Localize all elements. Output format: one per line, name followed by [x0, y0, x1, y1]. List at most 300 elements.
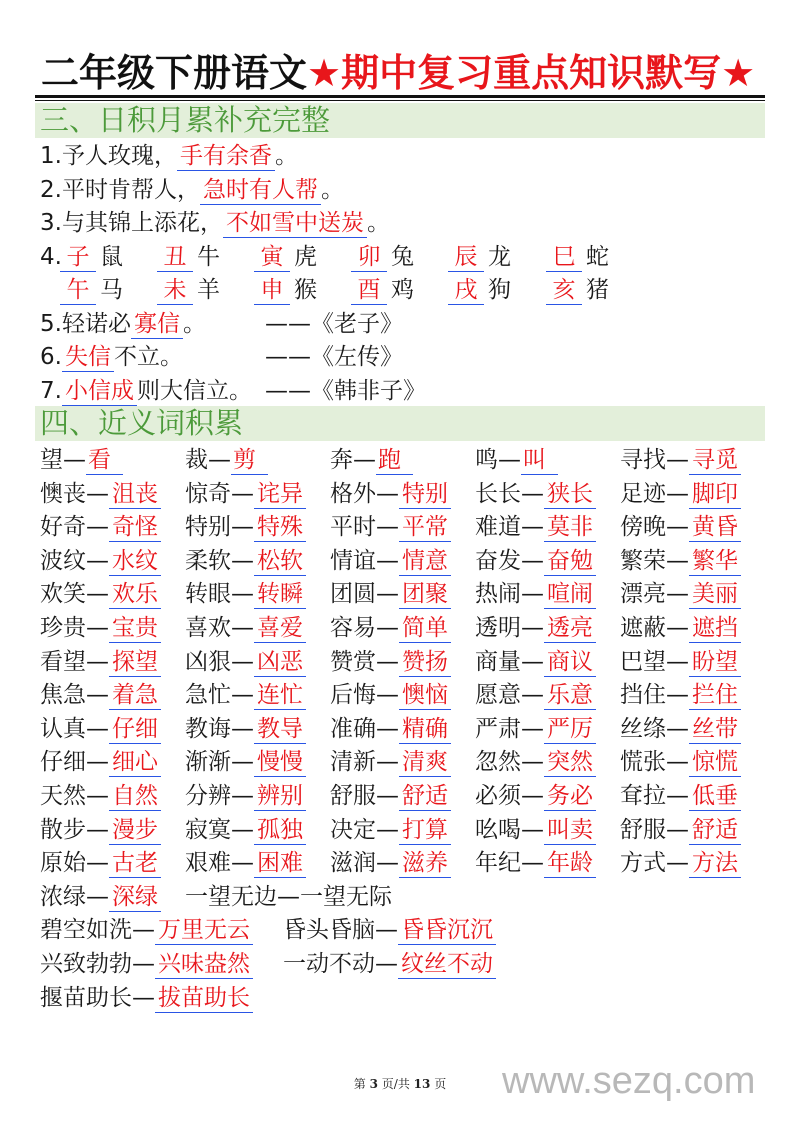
synonym-answer: 喧闹	[544, 582, 596, 609]
given-pair	[185, 881, 392, 915]
synonym-word: 兴致勃勃	[40, 950, 132, 977]
synonym-word: 准确	[330, 715, 376, 742]
synonym-pair	[330, 444, 413, 478]
synonym-word: 平时	[330, 514, 376, 541]
synonym-pair	[40, 646, 161, 680]
synonym-grid	[40, 444, 760, 1015]
earthly-branch-answer: 寅	[254, 245, 290, 272]
synonym-pair	[330, 713, 451, 747]
quote-item	[40, 341, 740, 375]
separator-dash: —	[376, 715, 399, 742]
answer-blank: 小信成	[62, 379, 137, 406]
separator-dash: —	[277, 883, 300, 910]
synonym-word: 教诲	[185, 715, 231, 742]
synonym-pair	[40, 679, 161, 713]
synonym-pair	[40, 713, 161, 747]
earthly-branch-answer: 未	[157, 278, 193, 305]
synonym-word: 焦急	[40, 682, 86, 709]
separator-dash: —	[521, 614, 544, 641]
separator-dash: —	[666, 480, 689, 507]
synonym-answer: 方法	[689, 851, 741, 878]
separator-dash: —	[86, 816, 109, 843]
zodiac-animal: 猴	[294, 277, 317, 303]
separator-dash: —	[376, 514, 399, 541]
synonym-pair	[620, 780, 741, 814]
synonym-answer: 困难	[254, 851, 306, 878]
synonym-answer: 务必	[544, 784, 596, 811]
synonym-answer: 舒适	[689, 818, 741, 845]
synonym-answer: 透亮	[544, 616, 596, 643]
sentence-ending: 。	[274, 143, 298, 169]
quote-source: ——《老子》	[265, 310, 403, 337]
earthly-branch-answer: 酉	[351, 278, 387, 305]
synonym-word: 年纪	[475, 850, 521, 877]
title-divider-thick	[35, 95, 765, 98]
synonym-answer: 宝贵	[109, 616, 161, 643]
synonym-word: 波纹	[40, 547, 86, 574]
separator-dash: —	[231, 648, 254, 675]
item-number: 1.	[40, 143, 62, 169]
synonym-pair	[475, 578, 596, 612]
synonym-word: 寻找	[620, 447, 666, 473]
synonym-word: 愿意	[475, 682, 521, 709]
synonym-pair	[40, 545, 161, 579]
synonym-answer: 欢乐	[109, 582, 161, 609]
synonym-word: 忽然	[475, 749, 521, 776]
answer-blank: 不如雪中送炭	[223, 211, 367, 238]
synonym-row	[40, 545, 760, 579]
separator-dash: —	[521, 514, 544, 541]
separator-dash: —	[86, 514, 109, 541]
separator-dash: —	[521, 682, 544, 709]
synonym-pair	[475, 780, 596, 814]
synonym-word: 急忙	[185, 682, 231, 709]
zodiac-row	[40, 274, 740, 308]
synonym-word: 丝绦	[620, 715, 666, 742]
synonym-row	[40, 746, 760, 780]
separator-dash: —	[666, 749, 689, 776]
synonym-pair	[330, 545, 451, 579]
synonym-pair	[40, 948, 253, 982]
zodiac-animal: 蛇	[586, 243, 609, 270]
separator-dash: —	[521, 581, 544, 608]
sentence-prompt: 平时肯帮人，	[61, 176, 200, 203]
answer-blank: 失信	[62, 345, 114, 372]
separator-dash: —	[86, 614, 109, 641]
page-label: 页/共	[381, 1077, 410, 1091]
synonym-pair	[185, 679, 306, 713]
quote-item	[40, 375, 740, 409]
synonym-word: 凶狠	[185, 648, 231, 675]
synonym-answer: 拔苗助长	[155, 986, 253, 1013]
given-synonym: 一望无际	[300, 883, 392, 910]
synonym-answer: 繁华	[689, 549, 741, 576]
synonym-pair	[620, 847, 741, 881]
synonym-word: 热闹	[475, 581, 521, 608]
synonym-word: 遮蔽	[620, 614, 666, 641]
synonym-pair	[620, 646, 741, 680]
synonym-answer: 拦住	[689, 683, 741, 710]
synonym-word: 滋润	[330, 850, 376, 877]
synonym-pair	[40, 881, 161, 915]
synonym-word: 足迹	[620, 480, 666, 507]
separator-dash: —	[376, 682, 399, 709]
synonym-pair	[475, 545, 596, 579]
sentence-ending: 。	[366, 210, 390, 236]
synonym-pair	[330, 679, 451, 713]
synonym-answer: 探望	[109, 650, 161, 677]
separator-dash: —	[208, 447, 231, 473]
synonym-pair	[475, 646, 596, 680]
separator-dash: —	[86, 648, 109, 675]
synonym-answer: 叫	[521, 448, 558, 475]
synonym-word: 繁荣	[620, 547, 666, 574]
synonym-pair	[185, 511, 306, 545]
synonym-pair	[40, 914, 253, 948]
synonym-word: 揠苗助长	[40, 984, 132, 1011]
synonym-word: 舒服	[620, 816, 666, 843]
synonym-word: 珍贵	[40, 614, 86, 641]
separator-dash: —	[375, 950, 398, 977]
sentence-item	[40, 174, 740, 208]
synonym-word: 裁	[185, 447, 208, 473]
synonym-answer: 兴味盎然	[155, 952, 253, 979]
synonym-answer: 叫卖	[544, 818, 596, 845]
synonym-answer: 黄昏	[689, 515, 741, 542]
separator-dash: —	[231, 782, 254, 809]
synonym-answer: 古老	[109, 851, 161, 878]
synonym-answer: 懊恼	[399, 683, 451, 710]
separator-dash: —	[86, 715, 109, 742]
synonym-word: 奋发	[475, 547, 521, 574]
synonym-answer: 丝带	[689, 717, 741, 744]
synonym-pair	[475, 746, 596, 780]
synonym-answer: 沮丧	[109, 482, 161, 509]
synonym-answer: 连忙	[254, 683, 306, 710]
section-heading-accumulation	[35, 103, 765, 138]
synonym-row	[40, 847, 760, 881]
synonym-answer: 滋养	[399, 851, 451, 878]
synonym-word: 清新	[330, 749, 376, 776]
separator-dash: —	[231, 480, 254, 507]
earthly-branch-answer: 申	[254, 278, 290, 305]
synonym-word: 严肃	[475, 715, 521, 742]
synonym-row	[40, 646, 760, 680]
synonym-pair	[185, 478, 306, 512]
item-number: 5.	[40, 310, 62, 337]
separator-dash: —	[86, 547, 109, 574]
synonym-answer: 脚印	[689, 482, 741, 509]
synonym-word: 赞赏	[330, 648, 376, 675]
synonym-word: 散步	[40, 816, 86, 843]
total-pages: 13	[413, 1077, 431, 1091]
synonym-row	[40, 780, 760, 814]
synonym-row	[40, 814, 760, 848]
synonym-pair	[40, 982, 253, 1016]
separator-dash: —	[375, 917, 398, 944]
separator-dash: —	[231, 850, 254, 877]
synonym-pair	[40, 847, 161, 881]
synonym-pair	[620, 612, 741, 646]
synonym-answer: 奋勉	[544, 549, 596, 576]
synonym-answer: 突然	[544, 750, 596, 777]
idiom-row	[40, 914, 760, 948]
synonym-word: 傍晚	[620, 514, 666, 541]
synonym-pair	[185, 814, 306, 848]
separator-dash: —	[376, 581, 399, 608]
quote-source: ——《左传》	[265, 344, 403, 370]
synonym-pair	[620, 444, 741, 478]
current-page: 3	[369, 1077, 378, 1091]
synonym-word: 寂寞	[185, 816, 231, 843]
section-heading-synonyms	[35, 406, 765, 441]
separator-dash: —	[231, 682, 254, 709]
synonym-answer: 松软	[254, 549, 306, 576]
synonym-pair	[620, 713, 741, 747]
separator-dash: —	[666, 816, 689, 843]
synonym-answer: 细心	[109, 750, 161, 777]
separator-dash: —	[666, 850, 689, 877]
synonym-word: 难道	[475, 514, 521, 541]
answer-blank: 寡信	[131, 312, 183, 339]
synonym-answer: 清爽	[399, 750, 451, 777]
synonym-word: 方式	[620, 850, 666, 877]
separator-dash: —	[132, 917, 155, 944]
separator-dash: —	[86, 682, 109, 709]
quote-prompt: 轻诺必	[61, 310, 131, 337]
synonym-pair	[620, 578, 741, 612]
separator-dash: —	[353, 447, 376, 473]
synonym-word: 长长	[475, 480, 521, 507]
separator-dash: —	[132, 950, 155, 977]
synonym-answer: 凶恶	[254, 650, 306, 677]
synonym-pair	[40, 780, 161, 814]
synonym-answer: 低垂	[689, 784, 741, 811]
synonym-word: 仔细	[40, 749, 86, 776]
separator-dash: —	[231, 816, 254, 843]
earthly-branch-answer: 子	[60, 245, 96, 272]
synonym-word: 碧空如洗	[40, 917, 132, 944]
separator-dash: —	[86, 850, 109, 877]
synonym-pair	[185, 444, 268, 478]
synonym-pair	[330, 578, 451, 612]
synonym-word: 情谊	[330, 547, 376, 574]
separator-dash: —	[86, 480, 109, 507]
zodiac-animal: 鸡	[391, 277, 414, 303]
synonym-word: 渐渐	[185, 749, 231, 776]
synonym-pair	[185, 847, 306, 881]
sentence-item	[40, 140, 740, 174]
synonym-pair	[475, 679, 596, 713]
synonym-row	[40, 612, 760, 646]
zodiac-pair	[351, 241, 414, 275]
zodiac-pair	[448, 274, 511, 308]
synonym-word: 一动不动	[283, 950, 375, 977]
synonym-word: 好奇	[40, 514, 86, 541]
sentence-ending: 。	[320, 176, 344, 203]
separator-dash: —	[666, 581, 689, 608]
synonym-answer: 转瞬	[254, 582, 306, 609]
page-title	[41, 50, 755, 96]
item-number: 3.	[40, 210, 62, 236]
synonym-answer: 舒适	[399, 784, 451, 811]
synonym-word: 转眼	[185, 581, 231, 608]
section-heading-text: 三、日积月累补充完整	[40, 103, 331, 137]
synonym-pair	[40, 511, 161, 545]
zodiac-pair	[157, 274, 220, 308]
synonym-word: 耷拉	[620, 782, 666, 809]
synonym-word: 天然	[40, 782, 86, 809]
synonym-pair	[185, 612, 306, 646]
synonym-pair	[40, 746, 161, 780]
zodiac-pair	[254, 241, 317, 275]
synonym-pair	[620, 746, 741, 780]
zodiac-pair	[60, 274, 123, 308]
zodiac-pair	[546, 241, 609, 275]
synonym-answer: 万里无云	[155, 918, 253, 945]
synonym-answer: 寻觅	[689, 448, 741, 475]
synonym-answer: 严厉	[544, 717, 596, 744]
separator-dash: —	[86, 581, 109, 608]
page-label: 页	[434, 1077, 447, 1091]
synonym-pair	[185, 545, 306, 579]
separator-dash: —	[231, 715, 254, 742]
zodiac-pair	[60, 241, 123, 275]
synonym-pair	[330, 847, 451, 881]
earthly-branch-answer: 丑	[157, 245, 193, 272]
synonym-word: 惊奇	[185, 480, 231, 507]
quote-ending: 不立。	[113, 344, 183, 370]
separator-dash: —	[521, 749, 544, 776]
synonym-word: 后悔	[330, 682, 376, 709]
zodiac-animal: 龙	[488, 243, 511, 270]
synonym-word: 漂亮	[620, 581, 666, 608]
earthly-branch-answer: 卯	[351, 245, 387, 272]
item-number: 7.	[40, 377, 62, 404]
zodiac-animal: 虎	[294, 243, 317, 270]
separator-dash: —	[666, 782, 689, 809]
synonym-row	[40, 511, 760, 545]
synonym-word: 挡住	[620, 682, 666, 709]
synonym-pair	[330, 814, 451, 848]
zodiac-pair	[546, 274, 609, 308]
zodiac-animal: 马	[100, 277, 123, 303]
synonym-pair	[620, 679, 741, 713]
synonym-answer: 昏昏沉沉	[398, 918, 496, 945]
synonym-answer: 仔细	[109, 717, 161, 744]
zodiac-animal: 猪	[586, 277, 609, 303]
synonym-word: 分辨	[185, 782, 231, 809]
synonym-answer: 惊慌	[689, 750, 741, 777]
synonym-pair	[40, 478, 161, 512]
earthly-branch-answer: 午	[60, 278, 96, 305]
synonym-word: 看望	[40, 648, 86, 675]
separator-dash: —	[231, 581, 254, 608]
earthly-branch-answer: 辰	[448, 245, 484, 272]
separator-dash: —	[666, 614, 689, 641]
synonym-answer: 纹丝不动	[398, 952, 496, 979]
separator-dash: —	[521, 816, 544, 843]
synonym-word: 舒服	[330, 782, 376, 809]
zodiac-pair	[157, 241, 220, 275]
synonym-pair	[620, 545, 741, 579]
synonym-word: 昏头昏脑	[283, 917, 375, 944]
separator-dash: —	[376, 782, 399, 809]
synonym-pair	[330, 780, 451, 814]
synonym-word: 团圆	[330, 581, 376, 608]
item-number: 2.	[40, 176, 62, 203]
synonym-word: 巴望	[620, 648, 666, 675]
separator-dash: —	[86, 782, 109, 809]
synonym-answer: 喜爱	[254, 616, 306, 643]
synonym-answer: 教导	[254, 717, 306, 744]
synonym-answer: 遮挡	[689, 616, 741, 643]
synonym-pair	[330, 478, 451, 512]
synonym-pair	[40, 612, 161, 646]
synonym-word: 欢笑	[40, 581, 86, 608]
separator-dash: —	[231, 614, 254, 641]
zodiac-animal: 狗	[488, 277, 511, 303]
separator-dash: —	[376, 648, 399, 675]
synonym-word: 柔软	[185, 547, 231, 574]
synonym-pair	[475, 847, 596, 881]
answer-blank: 急时有人帮	[200, 178, 321, 205]
synonym-answer: 打算	[399, 818, 451, 845]
separator-dash: —	[521, 480, 544, 507]
synonym-answer: 赞扬	[399, 650, 451, 677]
separator-dash: —	[521, 715, 544, 742]
site-watermark: www.sezq.com	[502, 1060, 756, 1102]
synonym-word: 懊丧	[40, 480, 86, 507]
synonym-answer: 漫步	[109, 818, 161, 845]
synonym-pair	[185, 780, 306, 814]
zodiac-animal: 鼠	[100, 243, 123, 270]
synonym-pair	[475, 478, 596, 512]
synonym-word: 认真	[40, 715, 86, 742]
separator-dash: —	[86, 883, 109, 910]
separator-dash: —	[666, 447, 689, 473]
zodiac-pair	[254, 274, 317, 308]
separator-dash: —	[376, 850, 399, 877]
synonym-word: 艰难	[185, 850, 231, 877]
synonym-word: 特别	[185, 514, 231, 541]
synonym-pair	[620, 478, 741, 512]
synonym-word: 容易	[330, 614, 376, 641]
synonym-answer: 深绿	[109, 885, 161, 912]
separator-dash: —	[521, 782, 544, 809]
synonym-word: 格外	[330, 480, 376, 507]
synonym-word: 决定	[330, 816, 376, 843]
separator-dash: —	[521, 850, 544, 877]
section-heading-text: 四、近义词积累	[40, 406, 244, 440]
quote-item	[40, 308, 740, 342]
synonym-word: 必须	[475, 782, 521, 809]
synonym-answer: 着急	[109, 683, 161, 710]
quote-ending: 。	[182, 310, 206, 337]
earthly-branch-answer: 戌	[448, 278, 484, 305]
separator-dash: —	[231, 547, 254, 574]
synonym-word: 奔	[330, 447, 353, 473]
synonym-word: 慌张	[620, 749, 666, 776]
synonym-pair	[330, 646, 451, 680]
synonym-pair	[475, 511, 596, 545]
separator-dash: —	[376, 480, 399, 507]
quote-ending: 则大信立。	[136, 377, 252, 404]
synonym-pair	[185, 746, 306, 780]
synonym-answer: 特殊	[254, 515, 306, 542]
separator-dash: —	[86, 749, 109, 776]
synonym-pair	[330, 612, 451, 646]
